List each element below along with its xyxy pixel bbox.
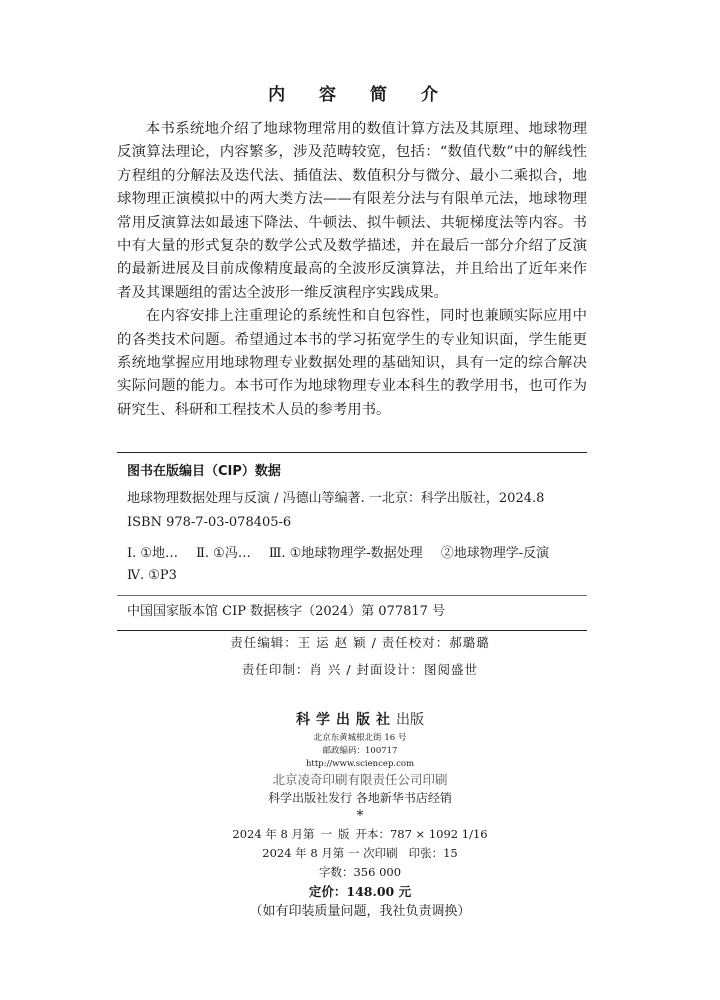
edition-row [0, 825, 720, 844]
cip-index-item: Ⅲ. ①地球物理学-数据处理 [268, 546, 423, 561]
cip-index-item: Ⅱ. ①冯… [196, 546, 251, 561]
price: 定价：148.00 元 [308, 884, 412, 899]
cip-book-line: 地球物理数据处理与反演 / 冯德山等编著. 一北京：科学出版社，2024.8 [127, 491, 545, 506]
credits-line-editors: 责任编辑：王 运 赵 颖 / 责任校对：郝璐璐 [230, 635, 490, 650]
cip-data-block [117, 452, 587, 631]
word-count: 字数：356 000 [318, 865, 402, 879]
cip-classification-line2: Ⅳ. ①P3 [127, 568, 177, 583]
printing-row [0, 844, 720, 863]
quality-note: （如有印装质量问题，我社负责调换） [249, 904, 471, 919]
imprint-block [0, 708, 720, 922]
edition-word: 版 [337, 827, 350, 841]
editorial-credits [0, 629, 720, 683]
edition-number: 一 [320, 827, 332, 841]
printed-sheets: 印张：15 [408, 846, 458, 860]
content-summary [117, 118, 587, 422]
publisher-line [0, 708, 720, 732]
page-title: 内 容 简 介 [268, 85, 452, 105]
publisher-address: 北京东黄城根北街 16 号 [313, 733, 407, 743]
publisher-suffix: 出版 [396, 712, 424, 728]
printer-line: 北京凌奇印刷有限责任公司印刷 [272, 772, 448, 787]
cip-index-item: Ⅰ. ①地… [127, 546, 179, 561]
printing-date: 2024 年 8 月第 一 次印刷 [262, 846, 398, 860]
edition-date: 2024 年 8 月第 [232, 827, 315, 841]
cip-index-item: ②地球物理学-反演 [440, 546, 550, 561]
cip-heading: 图书在版编目（CIP）数据 [127, 464, 281, 479]
publisher-name: 科学出版社 [296, 712, 396, 728]
summary-paragraph: 在内容安排上注重理论的系统性和自包容性，同时也兼顾实际应用中的各类技术问题。希望通过本书的学习拓宽学生的专业知识面，学生能更系统地掌握应用地球物理专业数据处理的基础知识，具有一定的综合解决实际问题的能力。本书可作为地球物理专业本科生的教学用书，也可作为研究生、科研和工程技术人员的参考用书。 [117, 308, 587, 418]
cip-classification [127, 543, 587, 565]
credits-line-production: 责任印制：肖 兴 / 封面设计：图阅盛世 [241, 662, 479, 677]
book-format: 开本：787 × 1092 1/16 [355, 827, 488, 841]
cip-record-number: 中国国家版本馆 CIP 数据核字（2024）第 077817 号 [127, 604, 446, 619]
publisher-postcode: 邮政编码：100717 [322, 746, 398, 756]
distribution-line: 科学出版社发行 各地新华书店经销 [268, 791, 452, 805]
cip-isbn: ISBN 978-7-03-078405-6 [127, 515, 292, 530]
cip-divider [117, 595, 587, 596]
separator-star: * [356, 808, 364, 824]
summary-paragraph: 本书系统地介绍了地球物理常用的数值计算方法及其原理、地球物理反演算法理论，内容繁多，涉及范畴较宽，包括：“数值代数”中的解线性方程组的分解法及迭代法、插值法、数值积分与微分、最小二乘拟合，地球物理正演模拟中的两大类方法——有限差分法与有限单元法，地球物理常用反演算法如最速下降法、牛顿法、拟牛顿法、共轭梯度法等内容。书中有大量的形式复杂的数学公式及数学描述，并在最后一部分介绍了反演的最新进展及目前成像精度最高的全波形反演算法，并且给出了近年来作者及其课题组的雷达全波形一维反演程序实践成果。 [117, 121, 587, 301]
publisher-website: http://www.sciencep.com [305, 759, 415, 769]
